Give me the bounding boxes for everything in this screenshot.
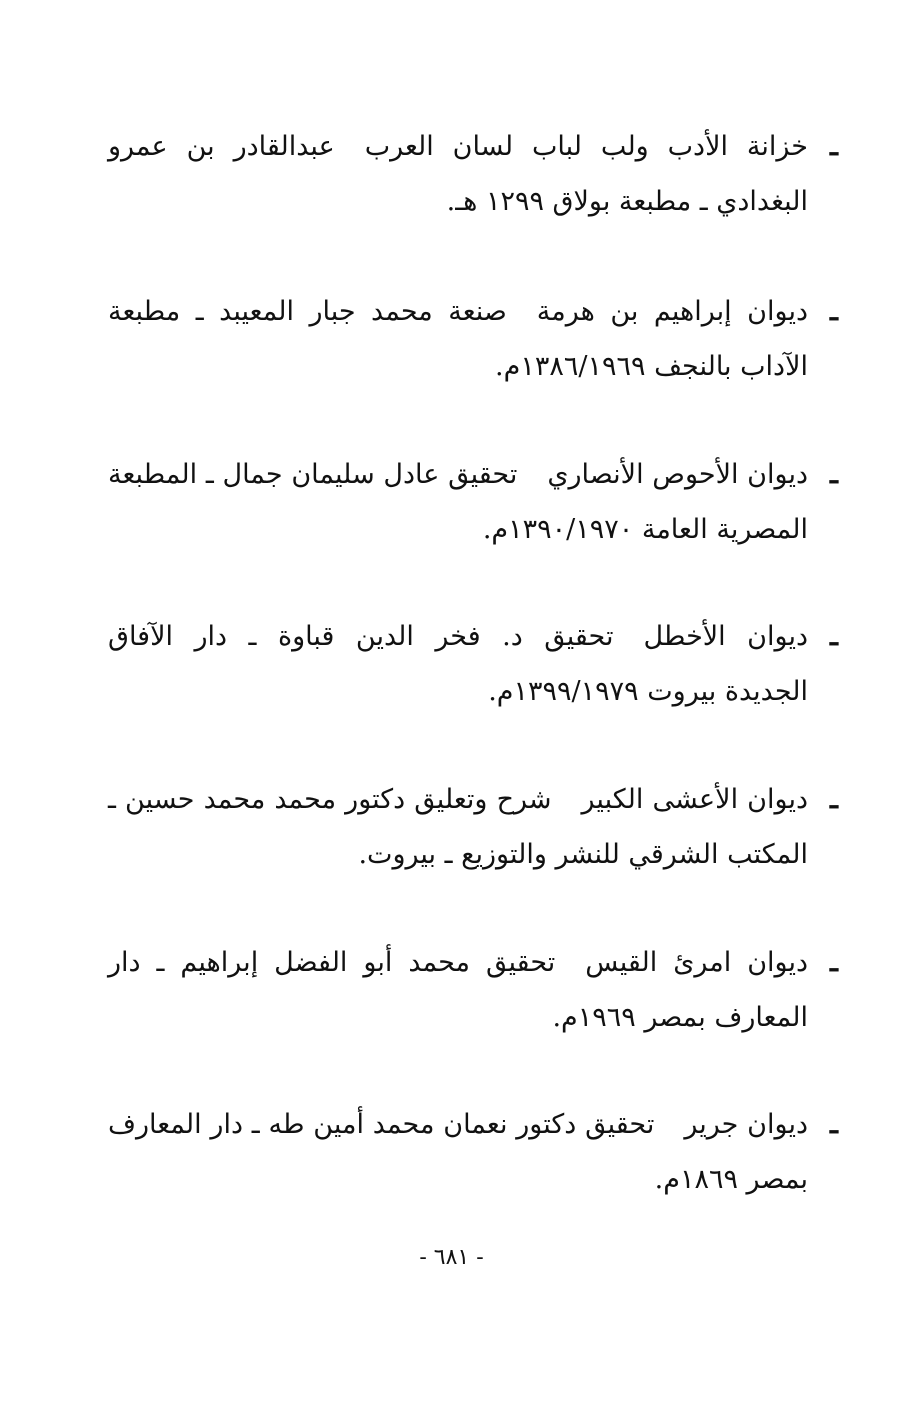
bibliography-entry <box>108 447 838 557</box>
entry-details: تحقيق عادل سليمان جمال ـ المطبعة <box>108 459 518 490</box>
entry-bullet: ـ <box>830 621 838 652</box>
entry-line-2: المصرية العامة ١٣٩٠/١٩٧٠م. <box>482 514 808 545</box>
entry-line-2: المعارف بمصر ١٩٦٩م. <box>552 1002 808 1033</box>
entry-details: عبدالقادر بن عمرو <box>108 131 335 162</box>
entry-line-1 <box>108 772 808 827</box>
entry-title: ديوان الأحوص الأنصاري <box>547 459 809 490</box>
page-number: - ٦٨١ - <box>419 1245 484 1270</box>
entry-line-2: الآداب بالنجف ١٣٨٦/١٩٦٩م. <box>495 351 808 382</box>
entry-line-1 <box>108 609 808 664</box>
entry-title: ديوان امرئ القيس <box>585 947 809 978</box>
entry-title: ديوان الأخطل <box>643 621 808 652</box>
entry-details: شرح وتعليق دكتور محمد محمد حسين ـ <box>108 784 552 815</box>
entry-line-2: البغدادي ـ مطبعة بولاق ١٢٩٩ هـ. <box>446 186 808 217</box>
entry-line-1 <box>108 284 808 339</box>
entry-details: تحقيق محمد أبو الفضل إبراهيم ـ دار <box>108 947 556 978</box>
entry-title: ديوان إبراهيم بن هرمة <box>536 296 808 327</box>
entry-bullet: ـ <box>830 1109 838 1140</box>
entry-bullet: ـ <box>830 784 838 815</box>
entry-title: ديوان جرير <box>684 1109 808 1140</box>
entry-line-2: بمصر ١٨٦٩م. <box>654 1164 808 1195</box>
entry-line-2: الجديدة بيروت ١٣٩٩/١٩٧٩م. <box>488 676 808 707</box>
bibliography-entry <box>108 935 838 1045</box>
bibliography-entry <box>108 609 838 719</box>
bibliography-entry <box>108 1097 838 1207</box>
bibliography-entry <box>108 284 838 394</box>
entry-bullet: ـ <box>830 459 838 490</box>
entry-line-1 <box>108 935 808 990</box>
bibliography-entry <box>108 119 838 229</box>
entry-details: تحقيق دكتور نعمان محمد أمين طه ـ دار المعارف <box>108 1109 655 1140</box>
entry-title: ديوان الأعشى الكبير <box>581 784 808 815</box>
entry-bullet: ـ <box>830 296 838 327</box>
entry-line-1 <box>108 447 808 502</box>
entry-line-2: المكتب الشرقي للنشر والتوزيع ـ بيروت. <box>358 839 808 870</box>
entry-title: خزانة الأدب ولب لباب لسان العرب <box>364 131 808 162</box>
entry-bullet: ـ <box>830 131 838 162</box>
bibliography-entry <box>108 772 838 882</box>
entry-details: تحقيق د. فخر الدين قباوة ـ دار الآفاق <box>108 621 614 652</box>
entry-line-1 <box>108 119 808 174</box>
entry-details: صنعة محمد جبار المعيبد ـ مطبعة <box>108 296 507 327</box>
entry-line-1 <box>108 1097 808 1152</box>
entry-bullet: ـ <box>830 947 838 978</box>
